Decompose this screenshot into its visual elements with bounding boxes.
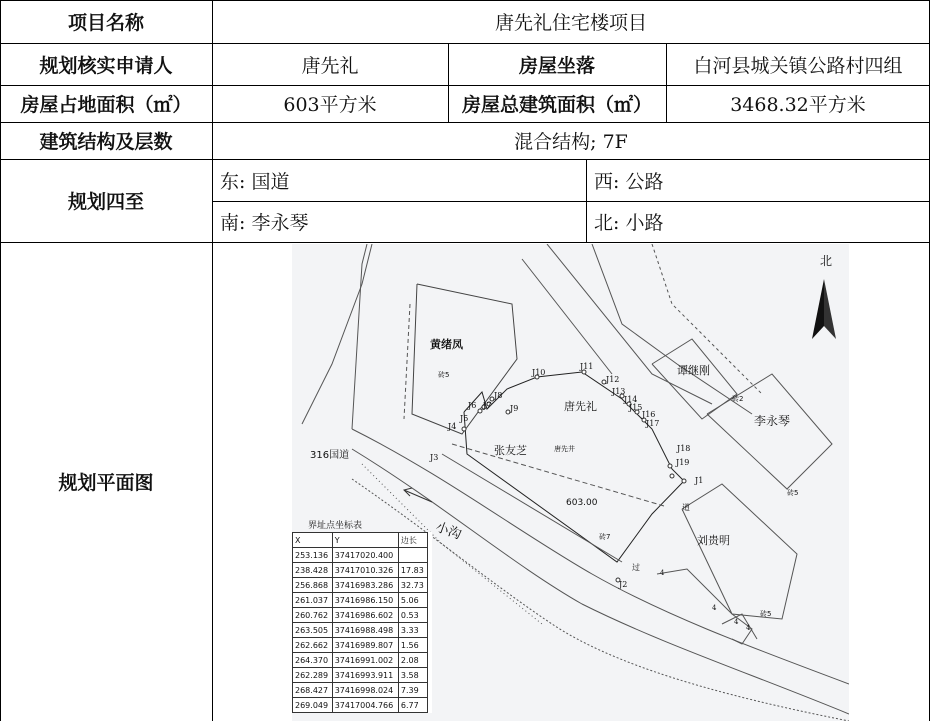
parcel-label: 谭继刚	[677, 364, 710, 377]
total-area-label: 房屋总建筑面积（㎡）	[461, 94, 652, 116]
road-label: 316国道	[310, 450, 350, 461]
coord-y: 37416986.602	[332, 608, 398, 623]
point-label: J12	[606, 375, 620, 384]
applicant-label: 规划核实申请人	[39, 54, 173, 77]
coord-len: 7.39	[398, 683, 427, 698]
land-area-label: 房屋占地面积（㎡）	[20, 94, 192, 116]
point-label: J18	[677, 444, 691, 453]
area-label: 603.00	[566, 498, 598, 508]
coord-len: 32.73	[398, 578, 427, 593]
edge-number: 4	[660, 569, 665, 577]
point-label: J1	[695, 476, 704, 485]
boundary-south: 南: 李永琴	[220, 212, 309, 234]
coordinate-table-title: 界址点坐标表	[308, 521, 363, 531]
coord-y: 37416998.024	[332, 683, 398, 698]
small-label: 砖7	[599, 533, 611, 541]
parcel-label: 刘贵明	[697, 534, 730, 547]
coordinate-table	[292, 521, 432, 713]
coord-x: 262.289	[293, 668, 333, 683]
boundary-north: 北: 小路	[594, 212, 664, 234]
table-row	[293, 698, 428, 713]
structure-label: 建筑结构及层数	[39, 131, 173, 153]
coord-x: 263.505	[293, 623, 333, 638]
point-label: J14	[624, 395, 638, 404]
parcel-label: 唐先礼	[564, 400, 597, 413]
coord-y: 37417020.400	[332, 548, 398, 563]
coord-len: 2.08	[398, 653, 427, 668]
coord-y: 37416986.150	[332, 593, 398, 608]
boundaries-label: 规划四至	[67, 191, 144, 213]
coord-x: 253.136	[293, 548, 333, 563]
point-label: J7	[483, 401, 492, 410]
north-label: 北	[820, 254, 833, 268]
table-row	[293, 593, 428, 608]
small-label: 砖5	[787, 489, 799, 497]
coord-y: 37416989.807	[332, 638, 398, 653]
point-label: J2	[619, 580, 628, 589]
coord-y: 37417010.326	[332, 563, 398, 578]
coord-header: Y	[332, 533, 398, 548]
point-label: J5	[460, 414, 469, 423]
structure-value: 混合结构; 7F	[514, 131, 628, 153]
applicant-value: 唐先礼	[301, 54, 359, 77]
coord-len: 17.83	[398, 563, 427, 578]
table-row	[293, 578, 428, 593]
coord-len: 3.33	[398, 623, 427, 638]
point-label: J10	[532, 368, 546, 377]
project-name-value: 唐先礼住宅楼项目	[494, 12, 647, 34]
table-row	[293, 623, 428, 638]
coord-y: 37416983.286	[332, 578, 398, 593]
coord-y: 37416993.911	[332, 668, 398, 683]
coord-x: 268.427	[293, 683, 333, 698]
small-label: 过	[632, 563, 640, 572]
small-label: 唐先井	[554, 445, 575, 453]
point-label: J3	[430, 453, 439, 462]
boundary-east: 东: 国道	[220, 170, 290, 193]
parcel-label: 黄绪凤	[430, 338, 463, 351]
coord-header: 边长	[398, 533, 427, 548]
coord-len: 3.58	[398, 668, 427, 683]
point-label: J13	[612, 387, 626, 396]
coord-len: 6.77	[398, 698, 427, 713]
table-row	[293, 638, 428, 653]
point-label: J11	[580, 362, 594, 371]
location-label: 房屋坐落	[518, 54, 595, 77]
coord-x: 260.762	[293, 608, 333, 623]
point-label: J16	[642, 410, 656, 419]
coord-y: 37417004.766	[332, 698, 398, 713]
plan-label: 规划平面图	[58, 472, 154, 494]
coord-len: 1.56	[398, 638, 427, 653]
point-label: J4	[448, 422, 457, 431]
coord-y: 37416991.002	[332, 653, 398, 668]
location-value: 白河县城关镇公路村四组	[693, 54, 903, 77]
small-label: 道	[682, 503, 690, 512]
point-label: J17	[646, 419, 660, 428]
point-label: J15	[629, 403, 643, 412]
project-name-label: 项目名称	[67, 12, 144, 34]
edge-number: 4	[746, 624, 751, 632]
table-row	[293, 668, 428, 683]
edge-number: 4	[712, 604, 717, 612]
coord-y: 37416988.498	[332, 623, 398, 638]
point-label: J9	[510, 404, 519, 413]
coord-x: 269.049	[293, 698, 333, 713]
parcel-label: 张友芝	[494, 444, 527, 457]
coord-len: 5.06	[398, 593, 427, 608]
site-plan	[292, 244, 849, 721]
point-label: J6	[468, 401, 477, 410]
table-row	[293, 548, 428, 563]
boundary-west: 西: 公路	[594, 170, 664, 193]
coord-x: 261.037	[293, 593, 333, 608]
ditch-label: 小沟	[433, 519, 464, 543]
coord-len: 0.53	[398, 608, 427, 623]
coord-x: 264.370	[293, 653, 333, 668]
parcel-label: 李永琴	[754, 414, 791, 428]
coord-x: 238.428	[293, 563, 333, 578]
table-row	[293, 653, 428, 668]
coord-x: 256.868	[293, 578, 333, 593]
edge-number: 4	[734, 618, 739, 626]
table-row	[293, 608, 428, 623]
point-label: J8	[494, 391, 503, 400]
point-label: J19	[676, 458, 690, 467]
small-label: 砖5	[438, 371, 450, 379]
total-area-value: 3468.32平方米	[730, 94, 866, 116]
coord-header: X	[293, 533, 333, 548]
small-label: 砖2	[732, 395, 744, 403]
land-area-value: 603平方米	[283, 94, 377, 116]
table-row	[293, 683, 428, 698]
table-row	[293, 563, 428, 578]
coord-x: 262.662	[293, 638, 333, 653]
small-label: 砖5	[760, 610, 772, 618]
coord-len	[398, 548, 427, 563]
